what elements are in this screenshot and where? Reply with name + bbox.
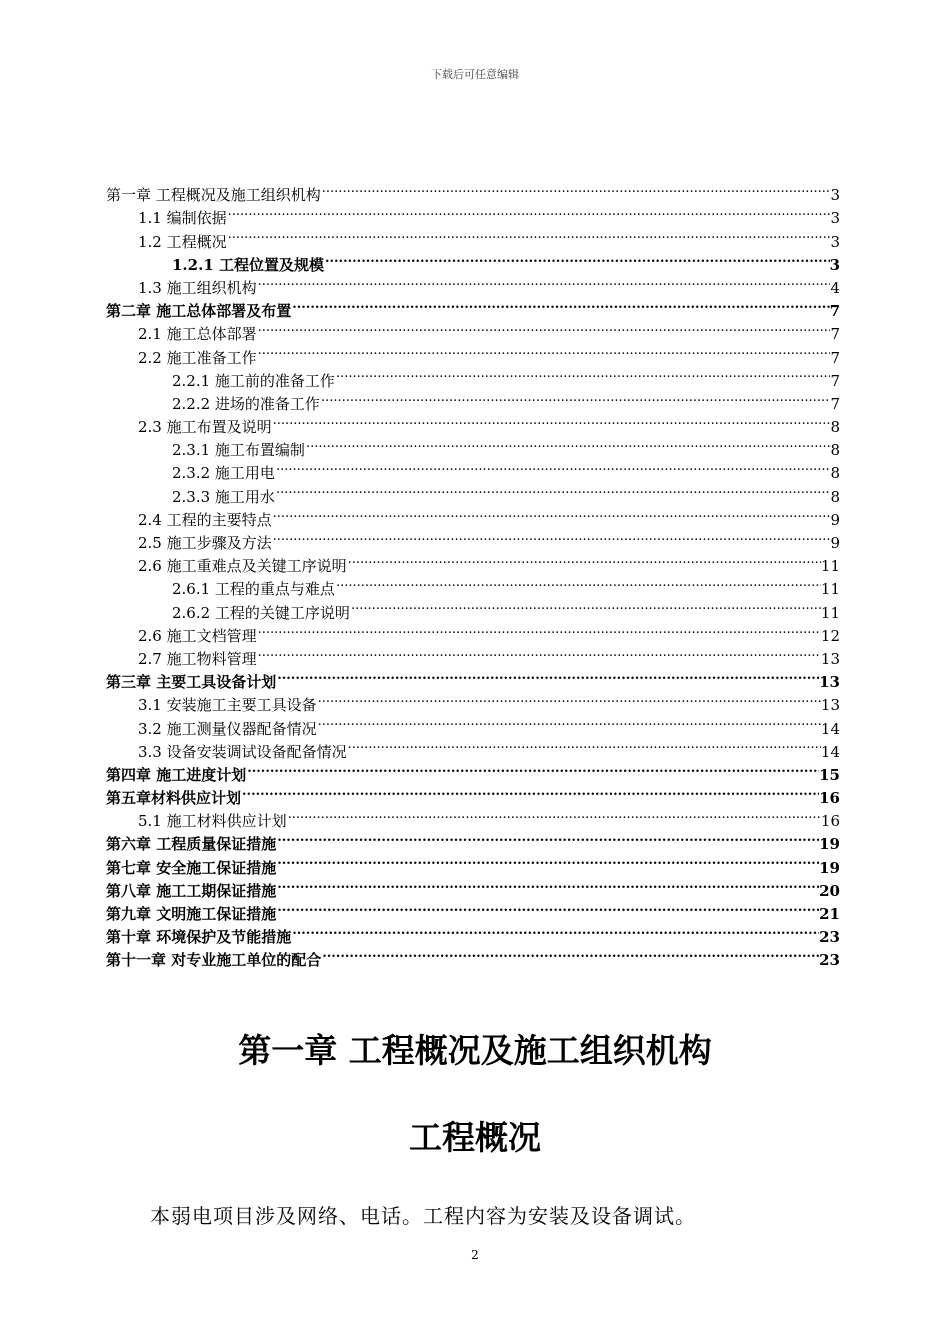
toc-leader-dots	[350, 594, 821, 617]
toc-entry-page: 3	[830, 186, 840, 205]
toc-entry-page: 19	[819, 858, 840, 877]
toc-entry-title: 第九章 文明施工保证措施	[106, 905, 277, 923]
body-paragraph: 本弱电项目涉及网络、电话。工程内容为安装及设备调试。	[150, 1204, 696, 1228]
toc-entry-title: 2.2.2 进场的准备工作	[172, 394, 320, 413]
toc-entry-page: 7	[830, 348, 840, 367]
toc-leader-dots	[321, 177, 831, 200]
toc-leader-dots	[257, 316, 831, 339]
toc-leader-dots	[275, 478, 831, 501]
toc-leader-dots	[241, 780, 819, 803]
toc-entry-page: 8	[830, 464, 840, 483]
toc-leader-dots	[227, 200, 831, 223]
toc-entry-page: 13	[820, 649, 840, 668]
toc-entry-page: 11	[820, 580, 840, 599]
toc-entry-page: 8	[830, 487, 840, 506]
toc-entry-page: 7	[830, 325, 840, 344]
toc-entry-title: 2.7 施工物料管理	[138, 649, 257, 668]
toc-entry-page: 23	[819, 951, 840, 970]
toc-leader-dots	[320, 386, 831, 409]
toc-leader-dots	[257, 270, 831, 293]
toc-entry-title: 第一章 工程概况及施工组织机构	[106, 186, 321, 205]
toc-leader-dots	[272, 525, 831, 548]
toc-leader-dots	[291, 293, 829, 316]
toc-entry-title: 第十章 环境保护及节能措施	[106, 928, 292, 947]
toc-entry-title: 2.3.1 施工布置编制	[172, 441, 305, 460]
toc-leader-dots	[335, 571, 821, 594]
toc-entry-page: 16	[819, 789, 840, 808]
toc-leader-dots	[335, 363, 831, 386]
toc-leader-dots	[276, 873, 819, 896]
toc-leader-dots	[347, 548, 821, 571]
toc-leader-dots	[291, 919, 819, 942]
toc-entry-page: 7	[830, 371, 840, 390]
section-title: 工程概况	[409, 1118, 541, 1157]
toc-entry-title: 2.6.1 工程的重点与难点	[172, 580, 335, 599]
toc-entry-title: 2.6.2 工程的关键工序说明	[172, 603, 350, 622]
toc-entry[interactable]	[106, 177, 840, 205]
table-of-contents	[106, 177, 840, 970]
toc-entry-title: 5.1 施工材料供应计划	[138, 812, 287, 831]
toc-entry-title: 3.2 施工测量仪器配备情况	[138, 719, 317, 738]
toc-entry-page: 14	[820, 742, 840, 761]
toc-leader-dots	[324, 247, 830, 270]
toc-entry-title: 2.3.3 施工用水	[172, 487, 275, 506]
toc-leader-dots	[257, 618, 821, 641]
toc-entry-title: 2.5 施工步骤及方法	[138, 534, 272, 552]
toc-entry-page: 4	[830, 278, 840, 297]
toc-entry-page: 13	[819, 673, 840, 692]
toc-leader-dots	[305, 432, 831, 455]
toc-entry-title: 第三章 主要工具设备计划	[106, 673, 277, 692]
toc-leader-dots	[276, 826, 819, 849]
toc-leader-dots	[317, 687, 821, 710]
toc-leader-dots	[227, 223, 831, 246]
toc-leader-dots	[321, 942, 819, 965]
page-number: 2	[471, 1248, 479, 1262]
toc-entry-page: 7	[830, 394, 840, 413]
toc-entry-page: 11	[820, 557, 840, 576]
toc-leader-dots	[272, 502, 831, 525]
toc-entry-title: 2.2.1 施工前的准备工作	[172, 371, 335, 390]
toc-entry-page: 11	[820, 603, 840, 622]
toc-entry-page: 9	[830, 510, 840, 529]
toc-entry-page: 13	[820, 696, 840, 715]
toc-entry-page: 23	[819, 928, 840, 947]
toc-entry-title: 第五章材料供应计划	[106, 789, 242, 808]
toc-leader-dots	[257, 641, 821, 664]
toc-entry-title: 第七章 安全施工保证措施	[106, 858, 277, 877]
toc-entry-page: 3	[830, 209, 840, 228]
toc-entry-page: 16	[820, 812, 840, 831]
toc-entry-title: 1.1 编制依据	[138, 209, 227, 228]
toc-entry-title: 2.4 工程的主要特点	[138, 510, 272, 529]
toc-entry-page: 20	[819, 881, 840, 900]
toc-entry-title: 2.1 施工总体部署	[138, 325, 257, 344]
toc-leader-dots	[272, 409, 831, 432]
header-note: 下载后可任意编辑	[431, 68, 519, 81]
toc-entry-title: 1.2 工程概况	[138, 232, 227, 251]
toc-entry-title: 第十一章 对专业施工单位的配合	[106, 951, 322, 970]
toc-entry-title: 第八章 施工工期保证措施	[106, 881, 277, 900]
toc-entry-title: 2.3.2 施工用电	[172, 464, 275, 483]
toc-entry-page: 3	[829, 255, 840, 274]
toc-entry-page: 15	[819, 765, 840, 784]
toc-entry-title: 2.3 施工布置及说明	[138, 418, 272, 437]
chapter-title: 第一章 工程概况及施工组织机构	[238, 1031, 712, 1070]
toc-entry-page: 8	[830, 441, 840, 460]
toc-entry-title: 2.6 施工文档管理	[138, 626, 257, 645]
toc-entry-page: 9	[830, 534, 840, 552]
toc-entry-page: 14	[820, 719, 840, 738]
toc-entry-title: 第二章 施工总体部署及布置	[106, 302, 292, 321]
toc-entry-page: 3	[830, 232, 840, 251]
toc-entry-page: 19	[819, 835, 840, 854]
toc-entry-title: 2.6 施工重难点及关键工序说明	[138, 557, 347, 576]
toc-leader-dots	[246, 757, 819, 780]
toc-entry-page: 8	[830, 418, 840, 437]
toc-entry-title: 2.2 施工准备工作	[138, 348, 257, 367]
toc-entry-title: 1.2.1 工程位置及规模	[172, 255, 324, 274]
toc-entry-title: 3.3 设备安装调试设备配备情况	[138, 742, 347, 761]
toc-leader-dots	[347, 734, 821, 757]
toc-entry-title: 第四章 施工进度计划	[106, 765, 247, 784]
toc-leader-dots	[257, 339, 831, 362]
toc-entry-title: 1.3 施工组织机构	[138, 278, 257, 297]
toc-leader-dots	[317, 710, 821, 733]
toc-leader-dots	[276, 849, 819, 872]
toc-leader-dots	[276, 896, 819, 919]
toc-entry-page: 7	[829, 302, 840, 321]
toc-leader-dots	[276, 664, 819, 687]
toc-entry-title: 第六章 工程质量保证措施	[106, 835, 277, 854]
toc-entry-page: 12	[820, 626, 840, 645]
toc-entry-title: 3.1 安装施工主要工具设备	[138, 696, 317, 715]
toc-entry-page: 21	[819, 905, 840, 923]
toc-leader-dots	[287, 803, 821, 826]
toc-leader-dots	[275, 455, 831, 478]
